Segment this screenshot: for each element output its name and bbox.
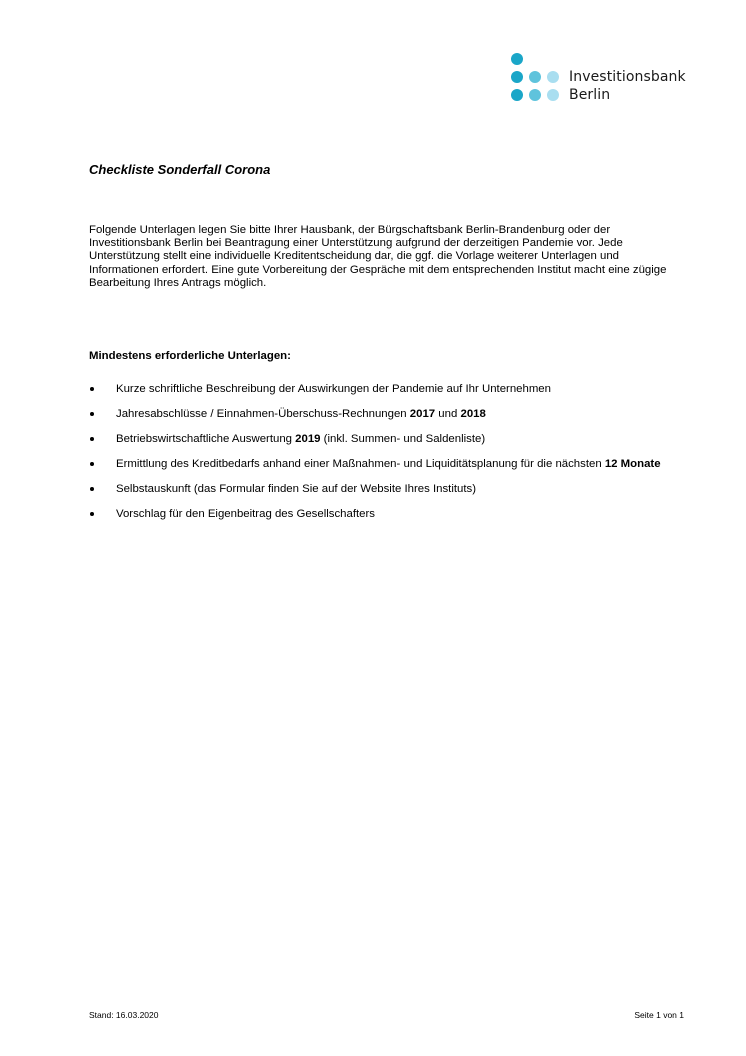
list-item (89, 404, 689, 424)
list-item-text: Betriebswirtschaftliche Auswertung (116, 433, 296, 445)
requirements-heading: Mindestens erforderliche Unterlagen: (89, 350, 291, 362)
list-item-text: Jahresabschlüsse / Einnahmen-Überschuss-Rechnungen (116, 408, 410, 420)
logo-dot (529, 71, 541, 83)
logo-text-line2: Berlin (569, 87, 611, 103)
list-item-text: Ermittlung des Kreditbedarfs anhand einer Maßnahmen- und Liquiditätsplanung für die nächsten (116, 458, 605, 470)
list-item-bold: 2018 (460, 408, 486, 420)
logo-dot (547, 71, 559, 83)
logo-dot (529, 89, 541, 101)
logo-dot (511, 89, 523, 101)
logo-dot (547, 89, 559, 101)
footer-date: Stand: 16.03.2020 (89, 1010, 159, 1020)
list-item (89, 429, 689, 449)
investitionsbank-berlin-logo (511, 53, 701, 103)
list-item-text: (inkl. Summen- und Saldenliste) (320, 433, 486, 445)
list-item-bold: 2017 (409, 408, 436, 420)
logo-text-line1: Investitionsbank (569, 69, 686, 85)
intro-paragraph: Folgende Unterlagen legen Sie bitte Ihrer Hausbank, der Bürgschaftsbank Berlin-Brandenburg oder der Investitionsbank Berlin bei Beantragung einer Unterstützung aufgrund der derzeitigen Pandemie vor. Jede Unterstützung stellt eine individuelle Kreditentscheidung dar, die ggf. die Vorlage weiterer Unterlagen und Informationen erfordert. Eine gute Vorbereitung der Gespräche mit dem entsprechenden Institut macht eine zügige Bearbeitung Ihres Antrags möglich. (89, 224, 667, 289)
list-item-text: Selbstauskunft (das Formular finden Sie auf der Website Ihres Instituts) (116, 483, 477, 495)
list-item (89, 454, 689, 474)
list-item-bold: 2019 (295, 433, 321, 445)
logo-dot (511, 71, 523, 83)
list-item-bold: 12 Monate (604, 458, 661, 470)
list-item (89, 479, 689, 499)
list-item-text: Kurze schriftliche Beschreibung der Auswirkungen der Pandemie auf Ihr Unternehmen (116, 383, 551, 395)
list-item-text: Vorschlag für den Eigenbeitrag des Gesellschafters (116, 508, 375, 520)
list-item-text: und (435, 408, 461, 420)
list-item (89, 379, 689, 399)
requirements-list (89, 379, 689, 529)
logo-dot (511, 53, 523, 65)
list-item (89, 504, 689, 524)
document-title: Checkliste Sonderfall Corona (89, 162, 271, 177)
footer-page-number: Seite 1 von 1 (634, 1010, 684, 1020)
